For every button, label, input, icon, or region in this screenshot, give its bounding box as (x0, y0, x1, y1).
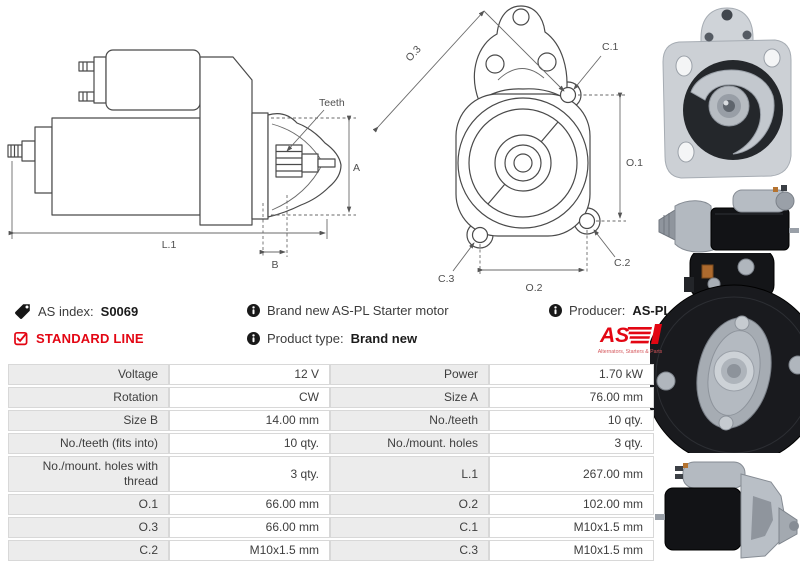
standard-line (14, 331, 144, 346)
dim-label-l1: L.1 (161, 239, 177, 251)
table-row (8, 387, 654, 408)
spec-value: 10 qty. (169, 433, 330, 454)
spec-value: 3 qty. (489, 433, 654, 454)
spec-label: O.1 (8, 494, 169, 515)
as-index-label: AS index: (38, 304, 94, 319)
side-view-drawing (5, 5, 360, 280)
product-description-text: Brand new AS-PL Starter motor (267, 303, 449, 318)
spec-label: No./teeth (330, 410, 489, 431)
product-type-label: Product type: (267, 331, 344, 346)
product-photo-angled (653, 456, 800, 568)
info-icon (549, 304, 562, 317)
info-icon (247, 332, 260, 345)
spec-value: CW (169, 387, 330, 408)
spec-value: 267.00 mm (489, 456, 654, 492)
spec-value: M10x1.5 mm (489, 540, 654, 561)
table-row (8, 410, 654, 431)
dim-label-c3: C.3 (438, 273, 455, 285)
spec-value: 12 V (169, 364, 330, 385)
spec-label: O.3 (8, 517, 169, 538)
table-row (8, 494, 654, 515)
product-type-value: Brand new (350, 331, 418, 346)
spec-label: Power (330, 364, 489, 385)
logo-wordmark: AS (600, 324, 630, 347)
spec-label: C.2 (8, 540, 169, 561)
logo-tagline: Alternators, Starters & Parts (597, 349, 663, 355)
producer-label: Producer: (569, 303, 626, 318)
checkbox-check-icon (14, 331, 29, 346)
spec-label: C.1 (330, 517, 489, 538)
as-index-value: S0069 (100, 304, 139, 319)
spec-label: L.1 (330, 456, 489, 492)
spec-value: 76.00 mm (489, 387, 654, 408)
spec-label: Voltage (8, 364, 169, 385)
spec-label: C.3 (330, 540, 489, 561)
dim-label-o3: O.3 (403, 43, 424, 65)
front-view-drawing (358, 0, 660, 300)
spec-value: 10 qty. (489, 410, 654, 431)
spec-value: 3 qty. (169, 456, 330, 492)
dim-label-o1: O.1 (626, 157, 643, 169)
spec-value: M10x1.5 mm (489, 517, 654, 538)
dim-label-o2: O.2 (525, 282, 543, 294)
dim-label-teeth: Teeth (319, 97, 345, 109)
dim-label-a: A (353, 162, 360, 174)
dim-label-c2: C.2 (614, 257, 631, 269)
spec-table (8, 362, 654, 563)
product-photo-side-black (655, 184, 800, 258)
spec-value: 66.00 mm (169, 517, 330, 538)
table-row (8, 456, 654, 492)
spec-label: O.2 (330, 494, 489, 515)
producer-value: AS-PL (632, 303, 672, 318)
dim-label-c1: C.1 (602, 41, 619, 53)
product-photo-rear-black (650, 253, 800, 453)
standard-line-label: STANDARD LINE (36, 331, 144, 346)
table-row (8, 540, 654, 561)
producer (549, 303, 671, 318)
spec-label: Size B (8, 410, 169, 431)
spec-label: Rotation (8, 387, 169, 408)
spec-value: 14.00 mm (169, 410, 330, 431)
info-icon (247, 304, 260, 317)
spec-label: Size A (330, 387, 489, 408)
as-index (14, 303, 138, 320)
spec-label: No./mount. holes (330, 433, 489, 454)
as-pl-logo (594, 322, 668, 358)
spec-value: 102.00 mm (489, 494, 654, 515)
dim-label-b: B (271, 259, 279, 271)
table-row (8, 433, 654, 454)
table-row (8, 517, 654, 538)
spec-value: 66.00 mm (169, 494, 330, 515)
spec-label: No./teeth (fits into) (8, 433, 169, 454)
product-description (247, 303, 449, 318)
spec-value: M10x1.5 mm (169, 540, 330, 561)
product-photo-front-silver (657, 4, 797, 189)
spec-value: 1.70 kW (489, 364, 654, 385)
table-row (8, 364, 654, 385)
spec-label: No./mount. holes with thread (8, 456, 169, 492)
product-type (247, 331, 417, 346)
tag-icon (14, 303, 31, 320)
